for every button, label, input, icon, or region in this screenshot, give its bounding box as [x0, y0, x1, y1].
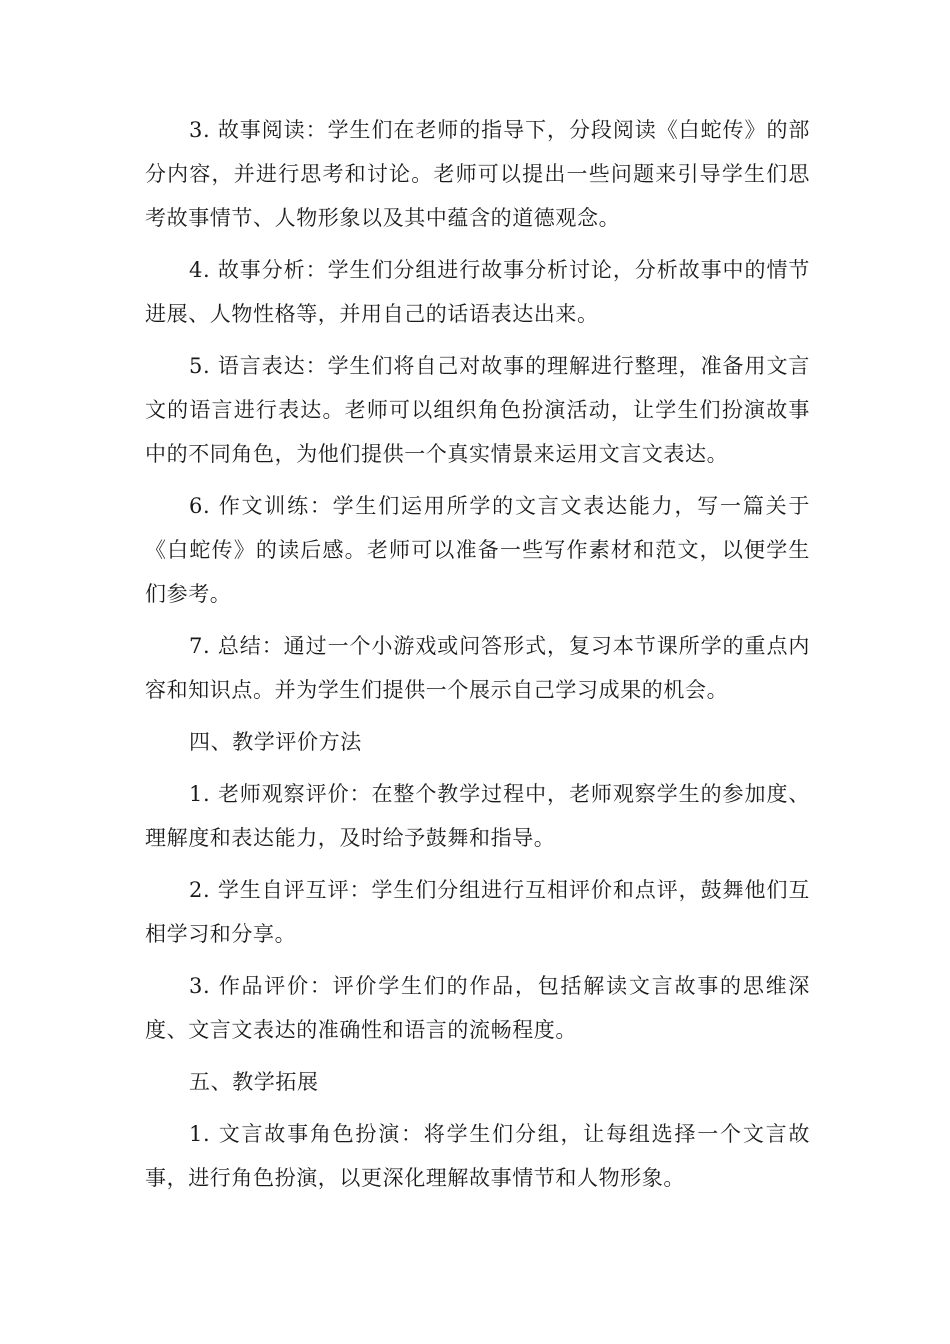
paragraph-work-evaluation: 3. 作品评价：评价学生们的作品，包括解读文言故事的思维深度、文言文表达的准确性和语言的流畅程度。 [145, 974, 810, 1042]
paragraph-student-self-evaluation: 2. 学生自评互评：学生们分组进行互相评价和点评，鼓舞他们互相学习和分享。 [145, 878, 810, 946]
paragraph-composition-training: 6. 作文训练：学生们运用所学的文言文表达能力，写一篇关于《白蛇传》的读后感。老师可以准备一些写作素材和范文，以便学生们参考。 [145, 494, 810, 606]
paragraph-story-analysis: 4. 故事分析：学生们分组进行故事分析讨论，分析故事中的情节进展、人物性格等，并用自己的话语表达出来。 [145, 258, 810, 326]
paragraph-language-expression: 5. 语言表达：学生们将自己对故事的理解进行整理，准备用文言文的语言进行表达。老师可以组织角色扮演活动，让学生们扮演故事中的不同角色，为他们提供一个真实情景来运用文言文表达。 [145, 354, 810, 466]
section-heading-evaluation: 四、教学评价方法 [189, 730, 362, 754]
paragraph-teacher-observation: 1. 老师观察评价：在整个教学过程中，老师观察学生的参加度、理解度和表达能力，及时给予鼓舞和指导。 [145, 782, 810, 850]
paragraph-summary: 7. 总结：通过一个小游戏或问答形式，复习本节课所学的重点内容和知识点。并为学生们提供一个展示自己学习成果的机会。 [145, 634, 810, 702]
document-body [145, 108, 810, 1208]
paragraph-role-play: 1. 文言故事角色扮演：将学生们分组，让每组选择一个文言故事，进行角色扮演，以更深化理解故事情节和人物形象。 [145, 1122, 810, 1190]
paragraph-story-reading: 3. 故事阅读：学生们在老师的指导下，分段阅读《白蛇传》的部分内容，并进行思考和讨论。老师可以提出一些问题来引导学生们思考故事情节、人物形象以及其中蕴含的道德观念。 [145, 118, 810, 230]
section-heading-extension: 五、教学拓展 [189, 1070, 319, 1094]
